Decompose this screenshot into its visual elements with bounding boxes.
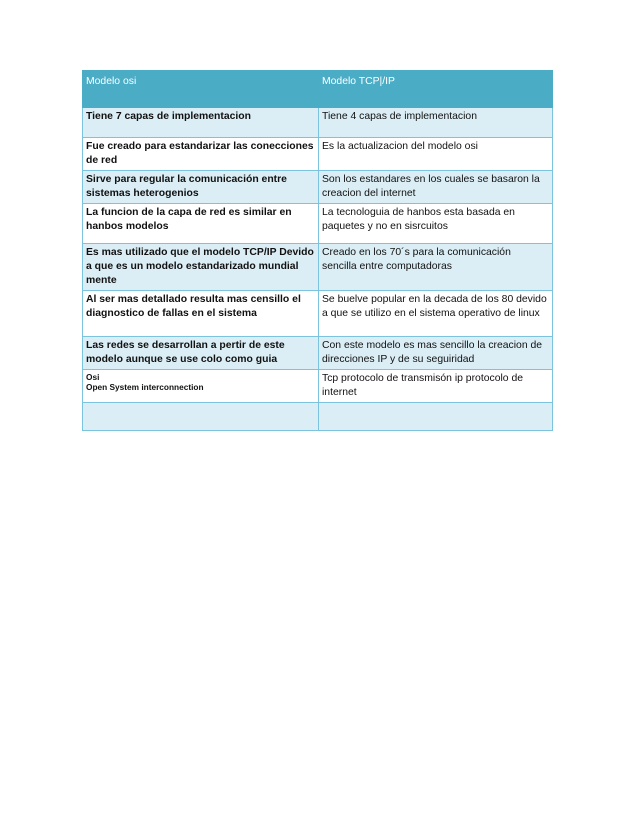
table-row bbox=[83, 244, 553, 291]
table-row bbox=[83, 337, 553, 370]
tcpip-definition-cell: Tcp protocolo de transmisón ip protocolo de internet bbox=[319, 370, 553, 403]
osi-title: Osi bbox=[86, 372, 100, 382]
table-row bbox=[83, 138, 553, 171]
osi-cell: Sirve para regular la comunicación entre sistemas heterogenios bbox=[83, 171, 319, 204]
table-row bbox=[83, 171, 553, 204]
osi-definition-cell bbox=[83, 370, 319, 403]
tcpip-cell: Creado en los 70´s para la comunicación sencilla entre computadoras bbox=[319, 244, 553, 291]
comparison-table bbox=[82, 70, 553, 431]
osi-cell: Es mas utilizado que el modelo TCP/IP Devido a que es un modelo estandarizado mundial mente bbox=[83, 244, 319, 291]
osi-cell: Fue creado para estandarizar las conecciones de red bbox=[83, 138, 319, 171]
osi-cell: Las redes se desarrollan a pertir de este modelo aunque se use colo como guia bbox=[83, 337, 319, 370]
osi-subtitle: Open System interconnection bbox=[86, 382, 204, 392]
tcpip-cell: Tiene 4 capas de implementacion bbox=[319, 108, 553, 138]
table-row bbox=[83, 291, 553, 337]
table-row bbox=[83, 204, 553, 244]
table-row-osi bbox=[83, 370, 553, 403]
table-row bbox=[83, 108, 553, 138]
tcpip-cell: Se buelve popular en la decada de los 80 devido a que se utilizo en el sistema operativo de linux bbox=[319, 291, 553, 337]
tcpip-cell: Es la actualizacion del modelo osi bbox=[319, 138, 553, 171]
osi-cell: La funcion de la capa de red es similar en hanbos modelos bbox=[83, 204, 319, 244]
osi-cell: Tiene 7 capas de implementacion bbox=[83, 108, 319, 138]
empty-cell bbox=[319, 403, 553, 431]
tcpip-cell: Con este modelo es mas sencillo la creacion de direcciones IP y de su seguiridad bbox=[319, 337, 553, 370]
empty-row bbox=[83, 403, 553, 431]
header-tcpip: Modelo TCP|/IP bbox=[319, 71, 553, 108]
osi-cell: Al ser mas detallado resulta mas censillo el diagnostico de fallas en el sistema bbox=[83, 291, 319, 337]
tcpip-cell: Son los estandares en los cuales se basaron la creacion del internet bbox=[319, 171, 553, 204]
header-row bbox=[83, 71, 553, 108]
header-osi: Modelo osi bbox=[83, 71, 319, 108]
empty-cell bbox=[83, 403, 319, 431]
tcpip-cell: La tecnologuia de hanbos esta basada en paquetes y no en sisrcuitos bbox=[319, 204, 553, 244]
